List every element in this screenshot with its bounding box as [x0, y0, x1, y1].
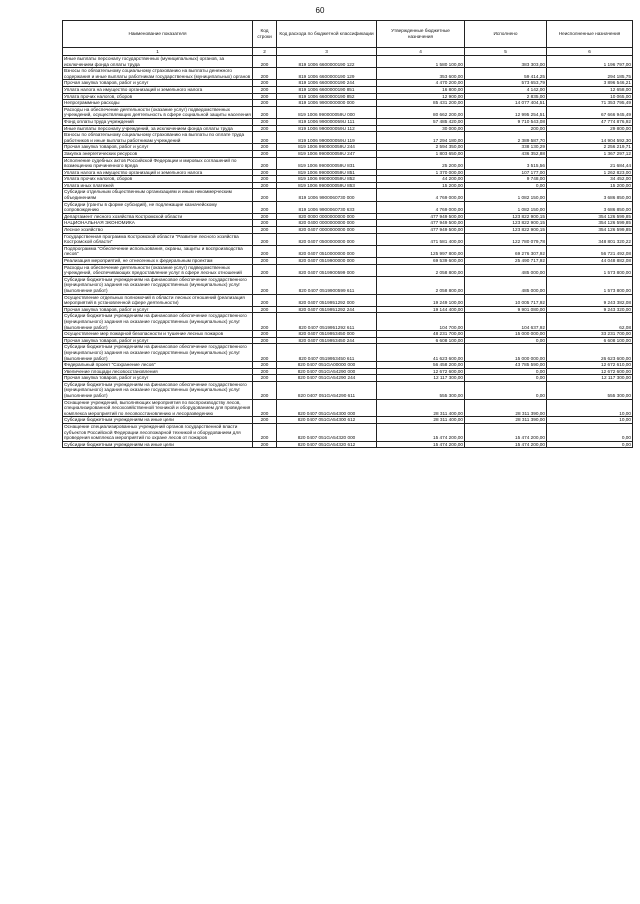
row-executed-amount: 15 000 000,00 [465, 344, 547, 362]
table-row [63, 245, 633, 257]
row-approved-amount: 56 458 200,00 [377, 362, 465, 369]
row-unexecuted-amount: 348 801 320,22 [547, 233, 633, 245]
header-executed: Исполнено [465, 21, 547, 48]
table-row [63, 176, 633, 183]
table-row [63, 258, 633, 265]
row-name: Субсидии бюджетным учреждениям на финансовое обеспечение государственного (муниципального) задания на оказание государственных (муниципальных) услуг (выполнение работ) [63, 276, 253, 294]
row-unexecuted-amount: 354 126 599,85 [547, 220, 633, 227]
row-approved-amount: 1 580 100,00 [377, 56, 465, 68]
row-approved-amount: 471 581 400,00 [377, 233, 465, 245]
row-approved-amount: 19 249 100,00 [377, 294, 465, 306]
row-line-code: 200 [253, 132, 277, 144]
row-line-code: 200 [253, 399, 277, 417]
row-approved-amount: 12 900,00 [377, 93, 465, 100]
row-name: Департамент лесного хозяйства Костромской области [63, 213, 253, 220]
row-budget-code: 819 1006 6600000190 851 [277, 86, 377, 93]
row-unexecuted-amount: 9 243 382,08 [547, 294, 633, 306]
header-name: Наименование показателя [63, 21, 253, 48]
row-approved-amount: 2 058 800,00 [377, 264, 465, 276]
row-budget-code: 820 0407 051GA54320 612 [277, 441, 377, 448]
row-line-code: 200 [253, 441, 277, 448]
row-line-code: 200 [253, 245, 277, 257]
row-unexecuted-amount: 56 721 492,08 [547, 245, 633, 257]
row-budget-code: 819 1006 990000059U 112 [277, 125, 377, 132]
table-row [63, 106, 633, 118]
row-budget-code: 820 0407 051GA54290 244 [277, 375, 377, 382]
row-unexecuted-amount: 47 774 876,92 [547, 118, 633, 125]
row-executed-amount: 122 780 079,78 [465, 233, 547, 245]
row-unexecuted-amount: 1 367 297,12 [547, 150, 633, 157]
row-budget-code: 819 1006 990000059U 852 [277, 176, 377, 183]
row-executed-amount: 9 710 543,08 [465, 118, 547, 125]
table-row [63, 306, 633, 313]
row-name: Уплата налога на имущество организаций и земельного налога [63, 169, 253, 176]
row-executed-amount: 1 082 150,00 [465, 201, 547, 213]
row-approved-amount: 69 539 600,00 [377, 258, 465, 265]
row-executed-amount: 436 352,88 [465, 150, 547, 157]
row-name: Расходы на обеспечение деятельности (оказание услуг) подведомственных учреждений, осуществляющих деятельность в сфере социальной защиты населения [64, 106, 251, 118]
row-approved-amount: 19 144 400,00 [377, 306, 465, 313]
header-unexecuted: Неисполненные назначения [547, 21, 633, 48]
row-approved-amount: 48 231 700,00 [377, 331, 465, 338]
row-line-code: 200 [253, 368, 277, 375]
row-line-code: 200 [253, 424, 277, 442]
row-approved-amount: 28 311 400,00 [377, 399, 465, 417]
row-executed-amount: 107 177,00 [465, 169, 547, 176]
row-unexecuted-amount: 3 686 850,00 [547, 189, 633, 201]
row-executed-amount: 200,00 [465, 125, 547, 132]
table-row [63, 368, 633, 375]
row-approved-amount: 44 200,00 [377, 176, 465, 183]
table-row [63, 331, 633, 338]
table-row [63, 201, 633, 213]
row-budget-code: 819 1006 6600000190 122 [277, 56, 377, 68]
row-unexecuted-amount: 354 126 599,85 [547, 213, 633, 220]
row-line-code: 200 [253, 344, 277, 362]
row-approved-amount: 85 431 200,00 [377, 100, 465, 107]
row-budget-code: 819 1006 990000059U 831 [277, 157, 377, 169]
row-budget-code: 820 0407 0519951292 000 [277, 294, 377, 306]
column-number: 2 [253, 48, 277, 56]
row-executed-amount: 573 653,79 [465, 80, 547, 87]
row-line-code: 200 [253, 233, 277, 245]
row-executed-amount: 0,00 [465, 381, 547, 399]
row-approved-amount: 4 769 000,00 [377, 201, 465, 213]
column-number: 1 [63, 48, 253, 56]
row-unexecuted-amount: 15 200,00 [547, 182, 633, 189]
table-row [63, 132, 633, 144]
row-name: Увеличение площади лесовосстановления [63, 368, 253, 375]
table-row [63, 213, 633, 220]
row-approved-amount: 16 800,00 [377, 86, 465, 93]
row-approved-amount: 6 608 100,00 [377, 337, 465, 344]
row-unexecuted-amount: 26 623 600,00 [547, 344, 633, 362]
row-line-code: 200 [253, 68, 277, 80]
row-unexecuted-amount: 1 573 800,00 [547, 276, 633, 294]
row-line-code: 200 [253, 313, 277, 331]
row-name: Уплата налога на имущество организаций и земельного налога [63, 86, 253, 93]
row-budget-code: 819 1006 990000059U 853 [277, 182, 377, 189]
table-row [63, 93, 633, 100]
table-row [63, 424, 633, 442]
row-approved-amount: 15 474 200,00 [377, 441, 465, 448]
row-executed-amount: 383 303,00 [465, 56, 547, 68]
table-row [63, 169, 633, 176]
row-executed-amount: 69 276 307,92 [465, 245, 547, 257]
table-row [63, 399, 633, 417]
row-budget-code: 820 0400 0000000000 000 [277, 220, 377, 227]
row-approved-amount: 353 600,00 [377, 68, 465, 80]
row-executed-amount: 104 637,92 [465, 313, 547, 331]
row-approved-amount: 2 058 800,00 [377, 276, 465, 294]
row-executed-amount: 0,00 [465, 375, 547, 382]
row-line-code: 200 [253, 118, 277, 125]
table-row [63, 381, 633, 399]
row-budget-code: 819 1006 990000059U 851 [277, 169, 377, 176]
row-line-code: 200 [253, 86, 277, 93]
column-number: 3 [277, 48, 377, 56]
table-row [63, 118, 633, 125]
header-approved: Утвержденные бюджетные назначения [377, 21, 465, 48]
row-name: Осуществление отдельных полномочий в области лесных отношений (реализация мероприятий в установленной сфере деятельности) [63, 294, 253, 306]
row-name: Прочая закупка товаров, работ и услуг [63, 337, 253, 344]
row-budget-code: 819 1006 990000059U 244 [277, 144, 377, 151]
row-name: Оснащение учреждений, выполняющих мероприятия по воспроизводству лесов, специализированной лесохозяйственной техникой и оборудованием для проведения комплекса мероприятий по лесовосстановлению и лесоразведению [63, 399, 253, 417]
row-unexecuted-amount: 294 185,75 [547, 68, 633, 80]
row-unexecuted-amount: 12 658,00 [547, 86, 633, 93]
row-approved-amount: 2 594 350,00 [377, 144, 465, 151]
row-approved-amount: 15 474 200,00 [377, 424, 465, 442]
row-budget-code: 820 0407 051GA00000 000 [277, 362, 377, 369]
table-row [63, 264, 633, 276]
row-name: Прочая закупка товаров, работ и услуг [63, 80, 253, 87]
row-name: Федеральный проект "Сохранение лесов" [63, 362, 253, 369]
row-budget-code: 820 0407 051GA54300 612 [277, 417, 377, 424]
row-line-code: 200 [253, 106, 277, 118]
row-name: Иные выплаты персоналу государственных (муниципальных) органов, за исключением фонда оплаты труда [63, 56, 253, 68]
row-line-code: 200 [253, 125, 277, 132]
table-row [63, 220, 633, 227]
row-unexecuted-amount: 0,00 [547, 424, 633, 442]
row-name: Субсидии бюджетным учреждениям на финансовое обеспечение государственного (муниципального) задания на оказание государственных (муниципальных) услуг (выполнение работ) [63, 313, 253, 331]
row-unexecuted-amount: 12 672 610,00 [547, 362, 633, 369]
row-line-code: 200 [253, 100, 277, 107]
row-approved-amount: 4 470 200,00 [377, 80, 465, 87]
row-budget-code: 819 1006 990000059U 111 [277, 118, 377, 125]
row-budget-code: 819 1006 990000059U 000 [277, 106, 377, 118]
table-body [63, 56, 633, 448]
row-approved-amount: 15 200,00 [377, 182, 465, 189]
table-row [63, 189, 633, 201]
row-unexecuted-amount: 354 126 599,85 [547, 227, 633, 234]
table-row [63, 417, 633, 424]
row-approved-amount: 12 117 300,00 [377, 375, 465, 382]
row-name: Субсидии (гранты в форме субсидий), не подлежащие казначейскому сопровождению [63, 201, 253, 213]
table-row [63, 344, 633, 362]
row-approved-amount: 12 672 600,00 [377, 368, 465, 375]
row-line-code: 200 [253, 227, 277, 234]
row-executed-amount: 15 000 000,00 [465, 331, 547, 338]
table-row [63, 313, 633, 331]
row-budget-code: 820 0407 051GA54320 000 [277, 424, 377, 442]
row-name: Прочая закупка товаров, работ и услуг [63, 144, 253, 151]
row-name: Уплата иных платежей [63, 182, 253, 189]
row-unexecuted-amount: 2 256 219,71 [547, 144, 633, 151]
table-header-row [63, 21, 633, 48]
row-line-code: 200 [253, 220, 277, 227]
column-number: 6 [547, 48, 633, 56]
row-budget-code: 820 0407 0510000000 000 [277, 245, 377, 257]
table-row [63, 362, 633, 369]
row-budget-code: 820 0407 0000000000 000 [277, 227, 377, 234]
row-name: Прочая закупка товаров, работ и услуг [63, 306, 253, 313]
row-executed-amount: 0,00 [465, 368, 547, 375]
row-executed-amount: 0,00 [465, 182, 547, 189]
row-budget-code: 819 1006 6600000190 852 [277, 93, 377, 100]
row-approved-amount: 25 200,00 [377, 157, 465, 169]
row-unexecuted-amount: 1 196 797,00 [547, 56, 633, 68]
header-code: Код расхода по бюджетной классификации [277, 21, 377, 48]
row-line-code: 200 [253, 93, 277, 100]
row-budget-code: 819 1006 9900000000 000 [277, 100, 377, 107]
row-line-code: 200 [253, 144, 277, 151]
row-name: Государственная программа Костромской области "Развитие лесного хозяйства Костромской области" [63, 233, 253, 245]
row-executed-amount: 485 000,00 [465, 264, 547, 276]
row-unexecuted-amount: 34 452,00 [547, 176, 633, 183]
table-row [63, 294, 633, 306]
row-name: Уплата прочих налогов, сборов [63, 93, 253, 100]
row-unexecuted-amount: 71 353 795,49 [547, 100, 633, 107]
row-approved-amount: 80 662 200,00 [377, 106, 465, 118]
column-number: 4 [377, 48, 465, 56]
row-name: Субсидии бюджетным учреждениям на финансовое обеспечение государственного (муниципального) задания на оказание государственных (муниципальных) услуг (выполнение работ) [63, 344, 253, 362]
column-number: 5 [465, 48, 547, 56]
row-name: Субсидии отдельным общественным организациям и иным некоммерческим объединениям [63, 189, 253, 201]
row-line-code: 200 [253, 80, 277, 87]
row-line-code: 200 [253, 331, 277, 338]
row-name: Реализация мероприятий, не отнесенных к федеральным проектам [63, 258, 253, 265]
row-executed-amount: 15 474 200,00 [465, 441, 547, 448]
row-executed-amount: 28 311 390,00 [465, 417, 547, 424]
row-executed-amount: 3 515,56 [465, 157, 547, 169]
row-executed-amount: 59 414,25 [465, 68, 547, 80]
table-row [63, 233, 633, 245]
row-approved-amount: 41 623 600,00 [377, 344, 465, 362]
row-approved-amount: 125 997 800,00 [377, 245, 465, 257]
row-approved-amount: 57 485 420,00 [377, 118, 465, 125]
row-executed-amount: 25 490 717,92 [465, 258, 547, 265]
row-name: Лесное хозяйство [63, 227, 253, 234]
row-executed-amount: 15 474 200,00 [465, 424, 547, 442]
row-unexecuted-amount: 12 672 600,00 [547, 368, 633, 375]
row-approved-amount: 1 803 650,00 [377, 150, 465, 157]
row-unexecuted-amount: 3 896 546,21 [547, 80, 633, 87]
row-budget-code: 820 0407 0519953450 244 [277, 337, 377, 344]
row-unexecuted-amount: 555 300,00 [547, 381, 633, 399]
row-budget-code: 819 1006 9900060730 633 [277, 201, 377, 213]
row-executed-amount: 28 311 390,00 [465, 399, 547, 417]
row-executed-amount: 9 748,00 [465, 176, 547, 183]
row-executed-amount: 14 077 404,51 [465, 100, 547, 107]
row-line-code: 200 [253, 362, 277, 369]
row-name: Оснащение специализированных учреждений органов государственной власти субъектов Российской Федерации лесопожарной техникой и оборудованием для проведения комплекса мероприятий по охране лесов от пожаров [63, 424, 253, 442]
row-unexecuted-amount: 10,00 [547, 399, 633, 417]
row-name: Субсидии бюджетным учреждениям на иные цели [63, 417, 253, 424]
row-unexecuted-amount: 12 117 300,00 [547, 375, 633, 382]
table-row [63, 100, 633, 107]
row-name: Закупка энергетических ресурсов [63, 150, 253, 157]
row-name: Фонд оплаты труда учреждений [63, 118, 253, 125]
row-line-code: 200 [253, 375, 277, 382]
row-line-code: 200 [253, 337, 277, 344]
row-unexecuted-amount: 21 684,44 [547, 157, 633, 169]
row-line-code: 200 [253, 157, 277, 169]
row-executed-amount: 2 835,00 [465, 93, 547, 100]
row-budget-code: 819 1006 6600000190 244 [277, 80, 377, 87]
row-approved-amount: 555 300,00 [377, 381, 465, 399]
row-budget-code: 819 1006 990000059U 119 [277, 132, 377, 144]
row-unexecuted-amount: 1 573 800,00 [547, 264, 633, 276]
column-number-row [63, 48, 633, 56]
row-executed-amount: 1 082 150,00 [465, 189, 547, 201]
row-name: Взносы по обязательному социальному страхованию на выплаты денежного содержания и иные выплаты работникам государственных (муниципальных) органов [63, 68, 253, 80]
row-approved-amount: 477 949 500,00 [377, 220, 465, 227]
row-budget-code: 820 0407 0519900000 000 [277, 258, 377, 265]
table-row [63, 56, 633, 68]
row-unexecuted-amount: 0,00 [547, 441, 633, 448]
row-executed-amount: 123 822 900,15 [465, 213, 547, 220]
row-unexecuted-amount: 6 608 100,00 [547, 337, 633, 344]
row-budget-code: 820 0407 0519900599 611 [277, 276, 377, 294]
row-budget-code: 820 0407 051GA54290 000 [277, 368, 377, 375]
table-row [63, 144, 633, 151]
row-executed-amount: 338 130,29 [465, 144, 547, 151]
row-approved-amount: 1 370 000,00 [377, 169, 465, 176]
row-line-code: 200 [253, 189, 277, 201]
table-row [63, 150, 633, 157]
table-row [63, 227, 633, 234]
row-name: Исполнение судебных актов Российской Федерации и мировых соглашений по возмещению причиненного вреда [63, 157, 253, 169]
table-row [63, 157, 633, 169]
row-executed-amount: 12 995 254,51 [465, 106, 547, 118]
row-name: Расходы на обеспечение деятельности (оказание услуг) подведомственных учреждений, обеспечивающих предоставление услуг в сфере лесных отношений [63, 264, 253, 276]
row-name: Субсидии бюджетным учреждениям на иные цели [63, 441, 253, 448]
row-budget-code: 820 0407 0519951292 611 [277, 313, 377, 331]
row-executed-amount: 43 785 590,00 [465, 362, 547, 369]
row-approved-amount: 30 000,00 [377, 125, 465, 132]
table-row [63, 68, 633, 80]
row-unexecuted-amount: 62,08 [547, 313, 633, 331]
row-executed-amount: 4 142,00 [465, 86, 547, 93]
budget-execution-table [62, 20, 633, 448]
table-row [63, 441, 633, 448]
row-line-code: 200 [253, 56, 277, 68]
row-budget-code: 820 0407 0519951292 244 [277, 306, 377, 313]
row-unexecuted-amount: 9 243 320,00 [547, 306, 633, 313]
row-line-code: 200 [253, 264, 277, 276]
row-line-code: 200 [253, 417, 277, 424]
row-name: Иные выплаты персоналу учреждений, за исключением фонда оплаты труда [63, 125, 253, 132]
row-executed-amount: 123 822 900,15 [465, 227, 547, 234]
row-unexecuted-amount: 1 262 823,00 [547, 169, 633, 176]
row-line-code: 200 [253, 176, 277, 183]
row-executed-amount: 10 005 717,92 [465, 294, 547, 306]
row-approved-amount: 17 294 180,00 [377, 132, 465, 144]
row-budget-code: 820 0000 0000000000 000 [277, 213, 377, 220]
row-approved-amount: 477 949 500,00 [377, 213, 465, 220]
row-unexecuted-amount: 33 231 700,00 [547, 331, 633, 338]
row-budget-code: 820 0407 0519900599 000 [277, 264, 377, 276]
row-unexecuted-amount: 29 800,00 [547, 125, 633, 132]
row-line-code: 200 [253, 169, 277, 176]
row-name: Осуществление мер пожарной безопасности и тушение лесных пожаров [63, 331, 253, 338]
row-approved-amount: 104 700,00 [377, 313, 465, 331]
row-approved-amount: 28 311 400,00 [377, 417, 465, 424]
row-name: Уплата прочих налогов, сборов [63, 176, 253, 183]
row-line-code: 200 [253, 182, 277, 189]
table-row [63, 375, 633, 382]
row-budget-code: 820 0407 0519953450 000 [277, 331, 377, 338]
row-unexecuted-amount: 67 666 945,49 [547, 106, 633, 118]
row-line-code: 200 [253, 150, 277, 157]
row-line-code: 200 [253, 294, 277, 306]
row-unexecuted-amount: 44 048 882,08 [547, 258, 633, 265]
table-row [63, 125, 633, 132]
header-line: Код строки [253, 21, 277, 48]
row-line-code: 200 [253, 306, 277, 313]
table-row [63, 337, 633, 344]
row-budget-code: 820 0407 0519953450 611 [277, 344, 377, 362]
row-budget-code: 819 1006 990000059U 247 [277, 150, 377, 157]
row-executed-amount: 0,00 [465, 337, 547, 344]
row-name: Взносы по обязательному социальному страхованию на выплаты по оплате труда работников и иные выплаты работникам учреждений [63, 132, 253, 144]
row-executed-amount: 9 901 080,00 [465, 306, 547, 313]
page-number: 60 [315, 6, 325, 15]
row-name: Прочая закупка товаров, работ и услуг [63, 375, 253, 382]
row-executed-amount: 123 822 900,15 [465, 220, 547, 227]
row-name: Непрограммные расходы [63, 100, 253, 107]
row-executed-amount: 485 000,00 [465, 276, 547, 294]
row-line-code: 200 [253, 258, 277, 265]
row-line-code: 200 [253, 213, 277, 220]
row-budget-code: 819 1006 6600000190 129 [277, 68, 377, 80]
row-budget-code: 820 0407 051GA54290 611 [277, 381, 377, 399]
row-line-code: 200 [253, 201, 277, 213]
row-unexecuted-amount: 10,00 [547, 417, 633, 424]
row-name: Подпрограмма "Обеспечение использования, охраны, защиты и воспроизводства лесов" [63, 245, 253, 257]
row-executed-amount: 2 389 587,70 [465, 132, 547, 144]
row-budget-code: 820 0407 051GA54300 000 [277, 399, 377, 417]
row-line-code: 200 [253, 381, 277, 399]
table-row [63, 86, 633, 93]
row-unexecuted-amount: 14 904 592,30 [547, 132, 633, 144]
row-budget-code: 820 0407 0500000000 000 [277, 233, 377, 245]
row-budget-code: 819 1006 9900060730 000 [277, 189, 377, 201]
table-row [63, 182, 633, 189]
table-row [63, 276, 633, 294]
row-unexecuted-amount: 10 065,00 [547, 93, 633, 100]
row-name: НАЦИОНАЛЬНАЯ ЭКОНОМИКА [63, 220, 253, 227]
row-unexecuted-amount: 3 686 850,00 [547, 201, 633, 213]
row-line-code: 200 [253, 276, 277, 294]
row-approved-amount: 477 949 500,00 [377, 227, 465, 234]
row-name: Субсидии бюджетным учреждениям на финансовое обеспечение государственного (муниципального) задания на оказание государственных (муниципальных) услуг (выполнение работ) [63, 381, 253, 399]
table-row [63, 80, 633, 87]
row-approved-amount: 4 769 000,00 [377, 189, 465, 201]
